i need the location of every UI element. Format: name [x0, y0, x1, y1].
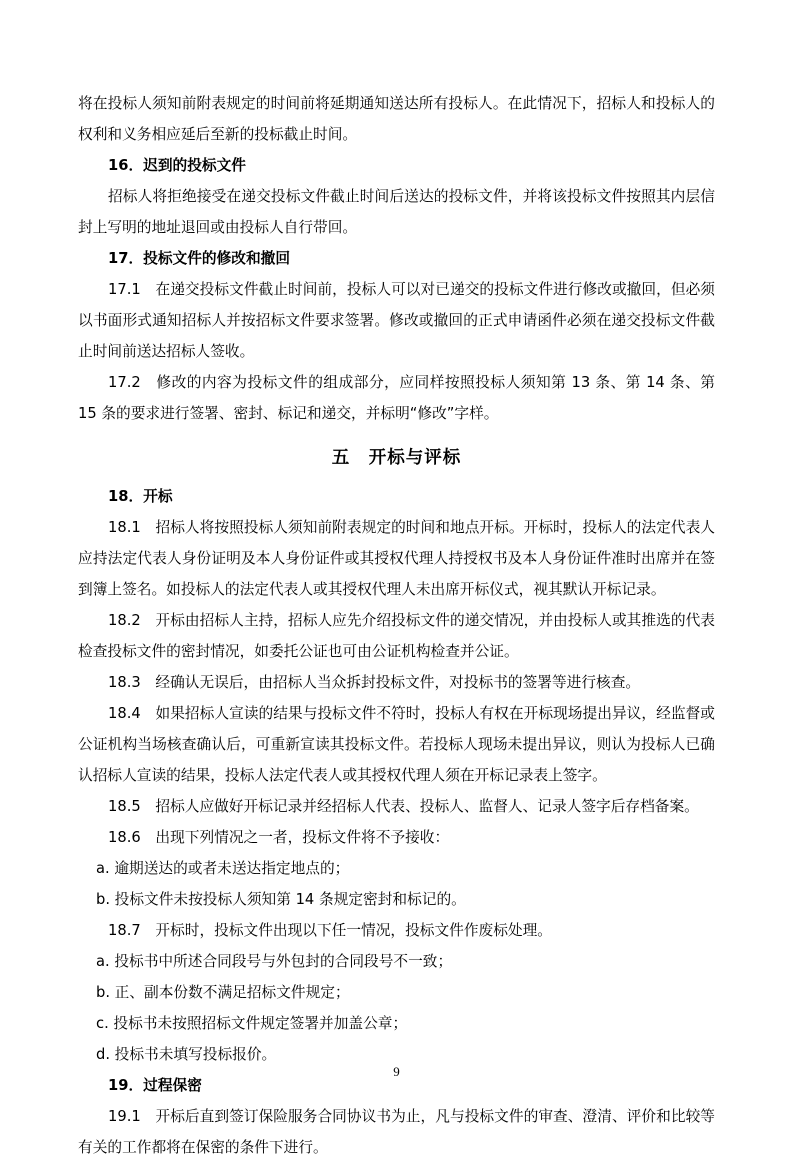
heading-19: 19．过程保密 — [108, 1077, 202, 1094]
list-item-18-7-b: b. 正、副本份数不满足招标文件规定； — [96, 984, 350, 1001]
paragraph-intro: 将在投标人须知前附表规定的时间前将延期通知送达所有投标人。在此情况下，招标人和投标人的权利和义务相应延后至新的投标截止时间。 — [78, 95, 715, 143]
paragraph-18-5: 18.5 招标人应做好开标记录并经招标人代表、投标人、监督人、记录人签字后存档备案。 — [108, 798, 699, 815]
paragraph-16: 招标人将拒绝接受在递交投标文件截止时间后送达的投标文件，并将该投标文件按照其内层信封上写明的地址退回或由投标人自行带回。 — [78, 188, 715, 236]
page-number: 9 — [393, 1064, 400, 1079]
paragraph-18-6: 18.6 出现下列情况之一者，投标文件将不予接收： — [108, 829, 450, 846]
heading-17: 17．投标文件的修改和撤回 — [108, 250, 291, 267]
section-title-five: 五 开标与评标 — [331, 448, 462, 468]
list-item-18-7-a: a. 投标书中所述合同段号与外包封的合同段号不一致； — [96, 953, 453, 970]
paragraph-19-1: 19.1 开标后直到签订保险服务合同协议书为止，凡与投标文件的审查、澄清、评价和比较等有关的工作都将在保密的条件下进行。 — [78, 1108, 715, 1156]
heading-16: 16．迟到的投标文件 — [108, 157, 246, 174]
paragraph-18-1: 18.1 招标人将按照投标人须知前附表规定的时间和地点开标。开标时，投标人的法定代表人应持法定代表人身份证明及本人身份证件或其授权代理人持授权书及本人身份证件准时出席并在签到簿上签名。如投标人的法定代表人或其授权代理人未出席开标仪式，视其默认开标记录。 — [78, 519, 715, 598]
paragraph-17-2: 17.2 修改的内容为投标文件的组成部分，应同样按照投标人须知第 13 条、第 14 条、第 15 条的要求进行签署、密封、标记和递交，并标明“修改”字样。 — [78, 374, 715, 422]
heading-18: 18．开标 — [108, 488, 173, 505]
paragraph-18-7: 18.7 开标时，投标文件出现以下任一情况，投标文件作废标处理。 — [108, 922, 552, 939]
list-item-18-6-b: b. 投标文件未按投标人须知第 14 条规定密封和标记的。 — [96, 891, 466, 908]
paragraph-18-3: 18.3 经确认无误后，由招标人当众拆封投标文件，对投标书的签署等进行核查。 — [108, 674, 641, 691]
paragraph-18-4: 18.4 如果招标人宣读的结果与投标文件不符时，投标人有权在开标现场提出异议，经监督或公证机构当场核查确认后，可重新宣读其投标文件。若投标人现场未提出异议，则认为投标人已确认招标人宣读的结果，投标人法定代表人或其授权代理人须在开标记录表上签字。 — [78, 705, 715, 784]
paragraph-18-2: 18.2 开标由招标人主持，招标人应先介绍投标文件的递交情况，并由投标人或其推选的代表检查投标文件的密封情况，如委托公证也可由公证机构检查并公证。 — [78, 612, 715, 660]
list-item-18-6-a: a. 逾期送达的或者未送达指定地点的； — [96, 860, 350, 877]
list-item-18-7-c: c. 投标书未按照招标文件规定签署并加盖公章； — [96, 1015, 408, 1032]
list-item-18-7-d: d. 投标书未填写投标报价。 — [96, 1046, 277, 1063]
paragraph-17-1: 17.1 在递交投标文件截止时间前，投标人可以对已递交的投标文件进行修改或撤回，但必须以书面形式通知招标人并按招标文件要求签署。修改或撤回的正式申请函件必须在递交投标文件截止时间前送达招标人签收。 — [78, 281, 715, 360]
